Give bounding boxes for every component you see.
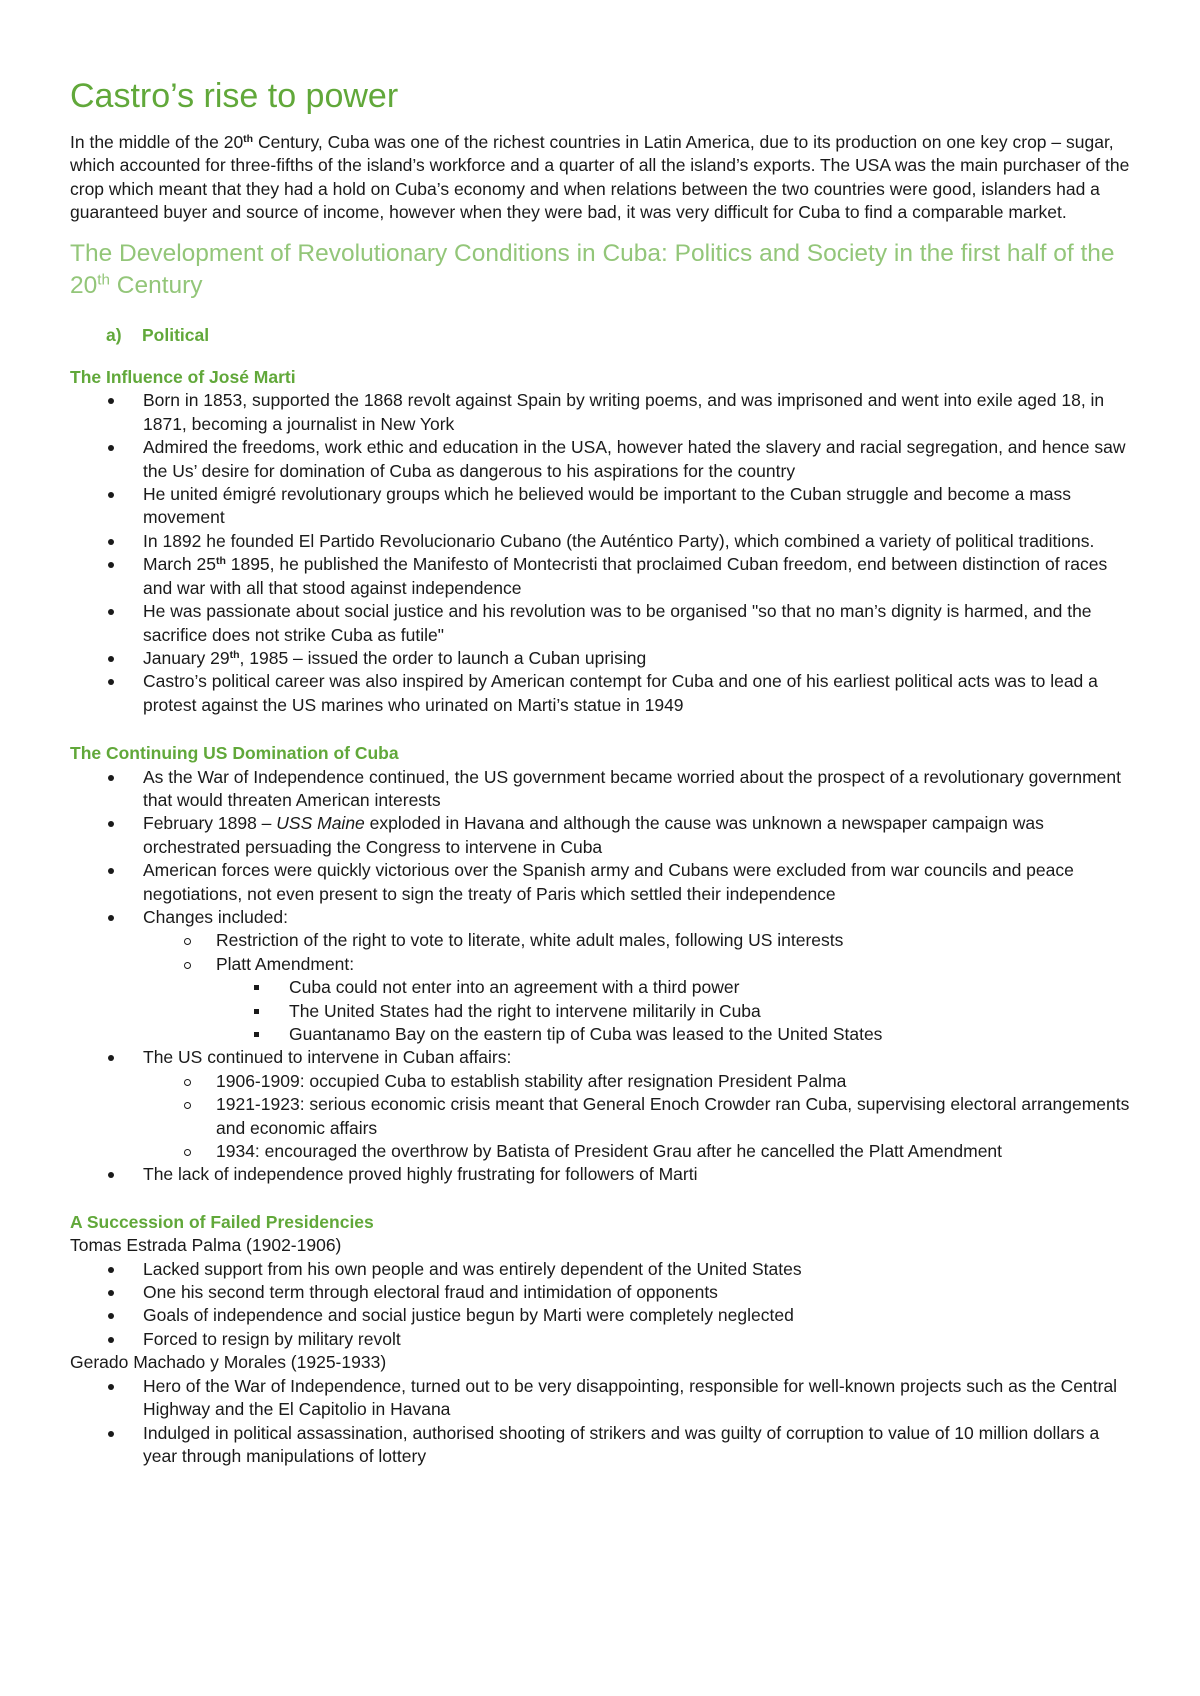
sub-list-item: 1921-1923: serious economic crisis meant that General Enoch Crowder ran Cuba, supervising electoral arrangements and economic affairs bbox=[143, 1093, 1135, 1140]
marti-heading: The Influence of José Marti bbox=[70, 367, 296, 388]
intro-paragraph: In the middle of the 20th Century, Cuba was one of the richest countries in Latin America, due to its production on one key crop – sugar, which accounted for three-fifths of the island’s workforce and a quarter of all the island’s exports. The USA was the main purchaser of the crop which meant that they had a hold on Cuba’s economy and when relations between the two countries were good, islanders had a guaranteed buyer and source of income, however when they were bad, it was very difficult for Cuba to find a comparable market. bbox=[70, 132, 1130, 223]
subsection-title: Political bbox=[142, 324, 210, 345]
sub-list-item: Restriction of the right to vote to literate, white adult males, following US interests bbox=[143, 929, 1135, 952]
sub-sub-list bbox=[216, 976, 1135, 1046]
list-item: The lack of independence proved highly frustrating for followers of Marti bbox=[70, 1163, 1135, 1186]
palma-title: Tomas Estrada Palma (1902-1906) bbox=[70, 1235, 342, 1256]
presidencies-heading: A Succession of Failed Presidencies bbox=[70, 1211, 374, 1232]
list-item: American forces were quickly victorious over the Spanish army and Cubans were excluded from war councils and peace negotiations, not even present to sign the treaty of Paris which settled their independence bbox=[70, 859, 1135, 906]
list-item: Changes included: Restriction of the right to vote to literate, white adult males, following US interests Platt Amendment: Cuba could not enter into an agreement with a third power The United States had the right to intervene militarily in Cuba Guantanamo Bay on the eastern tip of Cuba was leased to the United States bbox=[70, 906, 1135, 1046]
section-heading: The Development of Revolutionary Conditions in Cuba: Politics and Society in the first half of the 20th Century bbox=[70, 239, 1115, 299]
sub-list-item: Platt Amendment: Cuba could not enter into an agreement with a third power The United States had the right to intervene militarily in Cuba Guantanamo Bay on the eastern tip of Cuba was leased to the United States bbox=[143, 953, 1135, 1047]
palma-list bbox=[70, 1258, 1135, 1352]
list-item: As the War of Independence continued, the US government became worried about the prospect of a revolutionary government that would threaten American interests bbox=[70, 766, 1135, 813]
list-item: Castro’s political career was also inspired by American contempt for Cuba and one of his earliest political acts was to lead a protest against the US marines who urinated on Marti’s statue in 1949 bbox=[70, 670, 1135, 717]
sub-sub-list-item: The United States had the right to intervene militarily in Cuba bbox=[216, 1000, 1135, 1023]
marti-list bbox=[70, 389, 1135, 717]
list-item: March 25th 1895, he published the Manifesto of Montecristi that proclaimed Cuban freedom, end between distinction of races and war with all that stood against independence bbox=[70, 553, 1135, 600]
us-domination-list bbox=[70, 766, 1135, 1187]
subsection-label: a) bbox=[106, 324, 122, 345]
superscript: th bbox=[97, 271, 110, 289]
list-item: Admired the freedoms, work ethic and education in the USA, however hated the slavery and racial segregation, and hence saw the Us’ desire for domination of Cuba as dangerous to his aspirations for the country bbox=[70, 436, 1135, 483]
list-item: One his second term through electoral fraud and intimidation of opponents bbox=[70, 1281, 1135, 1304]
list-item: He was passionate about social justice and his revolution was to be organised "so that no man’s dignity is harmed, and the sacrifice does not strike Cuba as futile" bbox=[70, 600, 1135, 647]
list-item: Lacked support from his own people and was entirely dependent of the United States bbox=[70, 1258, 1135, 1281]
superscript: th bbox=[243, 133, 254, 146]
document-page bbox=[70, 76, 1135, 1468]
superscript: th bbox=[229, 649, 240, 662]
list-item: He united émigré revolutionary groups which he believed would be important to the Cuban struggle and become a mass movement bbox=[70, 483, 1135, 530]
list-item: Hero of the War of Independence, turned out to be very disappointing, responsible for well-known projects such as the Central Highway and the El Capitolio in Havana bbox=[70, 1375, 1135, 1422]
sub-sub-list-item: Cuba could not enter into an agreement with a third power bbox=[216, 976, 1135, 999]
page-title: Castro’s rise to power bbox=[70, 77, 399, 115]
list-item: Forced to resign by military revolt bbox=[70, 1328, 1135, 1351]
list-item: The US continued to intervene in Cuban affairs: 1906-1909: occupied Cuba to establish stability after resignation President Palma 1921-1923: serious economic crisis meant that General Enoch Crowder ran Cuba, supervising electoral arrangements and economic affairs 1934: encouraged the overthrow by Batista of President Grau after he cancelled the Platt Amendment bbox=[70, 1046, 1135, 1163]
sub-sub-list-item: Guantanamo Bay on the eastern tip of Cuba was leased to the United States bbox=[216, 1023, 1135, 1046]
subsection-political bbox=[70, 324, 1135, 347]
list-item: Goals of independence and social justice begun by Marti were completely neglected bbox=[70, 1304, 1135, 1327]
list-item: Born in 1853, supported the 1868 revolt against Spain by writing poems, and was imprisoned and went into exile aged 18, in 1871, becoming a journalist in New York bbox=[70, 389, 1135, 436]
machado-list bbox=[70, 1375, 1135, 1469]
list-item: February 1898 – USS Maine exploded in Havana and although the cause was unknown a newspaper campaign was orchestrated persuading the Congress to intervene in Cuba bbox=[70, 812, 1135, 859]
sub-list bbox=[143, 929, 1135, 1046]
list-item: Indulged in political assassination, authorised shooting of strikers and was guilty of corruption to value of 10 million dollars a year through manipulations of lottery bbox=[70, 1422, 1135, 1469]
list-item: January 29th, 1985 – issued the order to launch a Cuban uprising bbox=[70, 647, 1135, 670]
sub-list bbox=[143, 1070, 1135, 1164]
sub-list-item: 1934: encouraged the overthrow by Batista of President Grau after he cancelled the Platt Amendment bbox=[143, 1140, 1135, 1163]
us-domination-heading: The Continuing US Domination of Cuba bbox=[70, 743, 399, 764]
list-item: In 1892 he founded El Partido Revolucionario Cubano (the Auténtico Party), which combined a variety of political traditions. bbox=[70, 530, 1135, 553]
sub-list-item: 1906-1909: occupied Cuba to establish stability after resignation President Palma bbox=[143, 1070, 1135, 1093]
superscript: th bbox=[215, 555, 226, 568]
machado-title: Gerado Machado y Morales (1925-1933) bbox=[70, 1352, 387, 1373]
